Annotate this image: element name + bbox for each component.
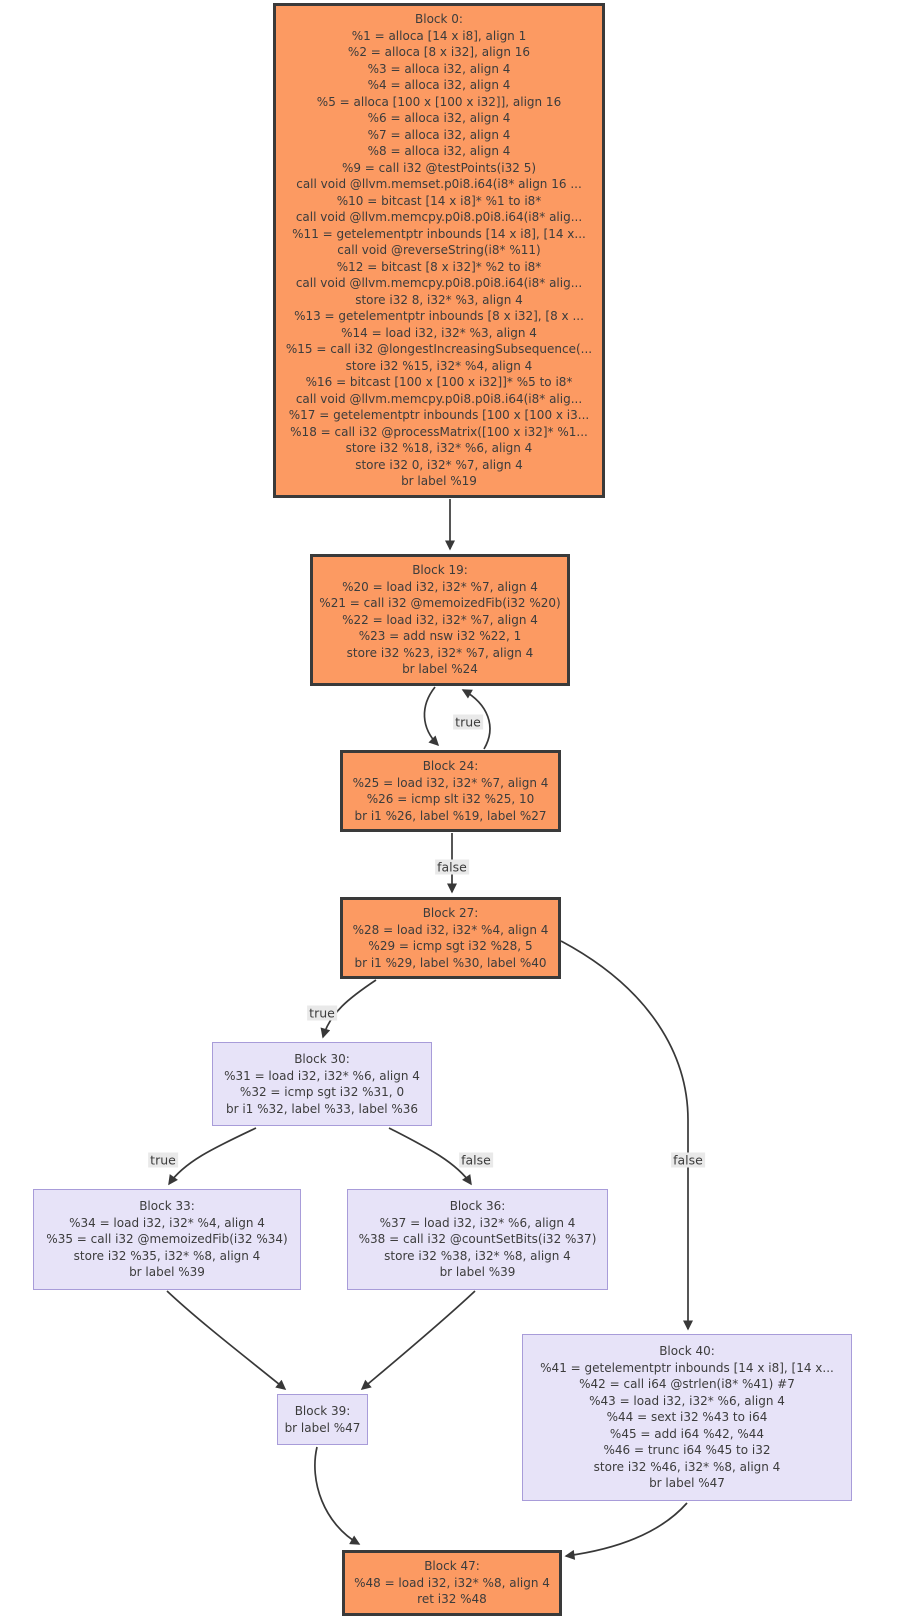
ir-instruction: call void @llvm.memcpy.p0i8.p0i8.i64(i8* alig...	[295, 276, 583, 290]
edge-label-30-to-36: false	[461, 1152, 491, 1168]
ir-instruction: %17 = getelementptr inbounds [100 x [100 x i3...	[288, 408, 590, 422]
ir-instruction: store i32 %18, i32* %6, align 4	[345, 441, 533, 455]
ir-instruction: br i1 %29, label %30, label %40	[354, 955, 547, 970]
ir-instruction: %12 = bitcast [8 x i32]* %2 to i8*	[336, 259, 542, 274]
ir-instruction: %8 = alloca i32, align 4	[367, 144, 511, 158]
ir-instruction: %46 = trunc i64 %45 to i32	[603, 1443, 771, 1457]
edge-label-30-to-33: true	[150, 1152, 176, 1168]
ir-instruction: %14 = load i32, i32* %3, align 4	[341, 325, 537, 340]
edge-39-to-47	[315, 1447, 359, 1544]
edge-30-to-33	[169, 1128, 256, 1184]
block-title: Block 24:	[422, 759, 479, 773]
ir-instruction: call void @llvm.memcpy.p0i8.p0i8.i64(i8* alig...	[295, 391, 583, 406]
block-title: Block 47:	[424, 1559, 480, 1573]
ir-instruction: %20 = load i32, i32* %7, align 4	[342, 579, 538, 594]
ir-instruction: %38 = call i32 @countSetBits(i32 %37)	[358, 1232, 597, 1246]
ir-instruction: %25 = load i32, i32* %7, align 4	[352, 775, 549, 790]
ir-instruction: %37 = load i32, i32* %6, align 4	[379, 1215, 576, 1230]
ir-instruction: store i32 %23, i32* %7, align 4	[346, 645, 534, 660]
ir-instruction: %44 = sext i32 %43 to i64	[606, 1410, 768, 1424]
edge-33-to-39	[167, 1291, 285, 1389]
ir-instruction: ret i32 %48	[417, 1592, 487, 1606]
ir-instruction: %1 = alloca [14 x i8], align 1	[351, 28, 527, 43]
basic-block-19	[310, 554, 570, 686]
ir-instruction: %5 = alloca [100 x [100 x i32]], align 16	[316, 94, 562, 109]
ir-instruction: %45 = add i64 %42, %44	[609, 1426, 765, 1441]
ir-instruction: call void @llvm.memset.p0i8.i64(i8* align 16 ...	[296, 177, 582, 191]
block-title: Block 33:	[139, 1199, 195, 1213]
block-title: Block 39:	[294, 1404, 351, 1418]
ir-instruction: br label %24	[402, 662, 478, 676]
ir-instruction: br i1 %26, label %19, label %27	[354, 808, 547, 823]
ir-instruction: %43 = load i32, i32* %6, align 4	[589, 1393, 785, 1408]
ir-instruction: call void @reverseString(i8* %11)	[337, 243, 541, 257]
basic-block-24	[340, 750, 561, 832]
ir-instruction: br label %39	[439, 1265, 516, 1279]
ir-instruction: %32 = icmp sgt i32 %31, 0	[239, 1085, 405, 1099]
basic-block-0	[273, 3, 605, 498]
ir-instruction: br label %19	[401, 474, 477, 488]
edge-label-24-to-27: false	[437, 859, 467, 875]
ir-instruction: %23 = add nsw i32 %22, 1	[358, 629, 522, 643]
ir-instruction: %28 = load i32, i32* %4, align 4	[352, 922, 549, 937]
ir-instruction: %31 = load i32, i32* %6, align 4	[224, 1068, 420, 1083]
ir-instruction: store i32 0, i32* %7, align 4	[355, 457, 523, 472]
ir-instruction: %34 = load i32, i32* %4, align 4	[69, 1215, 265, 1230]
edge-36-to-39	[362, 1291, 475, 1389]
block-title: Block 0:	[415, 12, 463, 26]
ir-instruction: %7 = alloca i32, align 4	[367, 127, 511, 142]
ir-instruction: %26 = icmp slt i32 %25, 10	[366, 792, 535, 806]
ir-instruction: %22 = load i32, i32* %7, align 4	[342, 612, 538, 627]
ir-instruction: store i32 %46, i32* %8, align 4	[593, 1459, 781, 1474]
ir-instruction: %10 = bitcast [14 x i8]* %1 to i8*	[336, 193, 542, 208]
ir-instruction: br label %47	[649, 1476, 725, 1490]
basic-block-40	[522, 1334, 852, 1501]
edge-label-27-to-40: false	[673, 1152, 703, 1168]
ir-instruction: %29 = icmp sgt i32 %28, 5	[368, 939, 533, 953]
ir-instruction: %6 = alloca i32, align 4	[367, 111, 511, 125]
ir-instruction: %16 = bitcast [100 x [100 x i32]]* %5 to i8*	[305, 375, 573, 389]
block-title: Block 40:	[659, 1344, 715, 1358]
ir-instruction: %13 = getelementptr inbounds [8 x i32], [8 x ...	[294, 309, 584, 323]
block-title: Block 27:	[422, 906, 479, 920]
ir-instruction: store i32 %38, i32* %8, align 4	[384, 1248, 571, 1263]
ir-instruction: %15 = call i32 @longestIncreasingSubsequence(...	[285, 342, 593, 356]
ir-instruction: store i32 %15, i32* %4, align 4	[345, 358, 533, 373]
ir-instruction: store i32 %35, i32* %8, align 4	[73, 1248, 261, 1263]
ir-instruction: %41 = getelementptr inbounds [14 x i8], [14 x...	[540, 1360, 834, 1375]
basic-block-33	[33, 1189, 301, 1290]
edge-label-24-to-19: true	[455, 714, 481, 730]
ir-instruction: %48 = load i32, i32* %8, align 4	[354, 1575, 550, 1590]
edge-label-27-to-30: true	[309, 1005, 335, 1021]
ir-instruction: %11 = getelementptr inbounds [14 x i8], [14 x...	[292, 226, 586, 241]
basic-block-39	[277, 1394, 368, 1445]
basic-block-47	[342, 1550, 562, 1616]
basic-block-30	[212, 1042, 432, 1126]
edge-40-to-47	[566, 1503, 687, 1556]
ir-instruction: %4 = alloca i32, align 4	[367, 78, 511, 92]
ir-instruction: %18 = call i32 @processMatrix([100 x i32]* %1...	[290, 424, 588, 439]
ir-instruction: call void @llvm.memcpy.p0i8.p0i8.i64(i8* alig...	[295, 210, 583, 224]
ir-instruction: br label %39	[129, 1265, 205, 1279]
block-title: Block 36:	[449, 1199, 506, 1213]
basic-block-27	[340, 897, 561, 979]
basic-block-36	[347, 1189, 608, 1290]
ir-instruction: br label %47	[284, 1420, 361, 1435]
ir-instruction: %2 = alloca [8 x i32], align 16	[347, 45, 531, 59]
block-title: Block 30:	[294, 1052, 350, 1066]
block-title: Block 19:	[412, 563, 468, 577]
ir-instruction: %3 = alloca i32, align 4	[367, 61, 511, 76]
ir-instruction: %21 = call i32 @memoizedFib(i32 %20)	[319, 596, 561, 610]
ir-instruction: %35 = call i32 @memoizedFib(i32 %34)	[46, 1232, 288, 1246]
ir-instruction: br i1 %32, label %33, label %36	[225, 1101, 419, 1116]
ir-instruction: %42 = call i64 @strlen(i8* %41) #7	[579, 1377, 795, 1391]
ir-instruction: %9 = call i32 @testPoints(i32 5)	[341, 160, 537, 175]
ir-instruction: store i32 8, i32* %3, align 4	[355, 292, 523, 307]
edge-19-to-24	[424, 687, 438, 745]
